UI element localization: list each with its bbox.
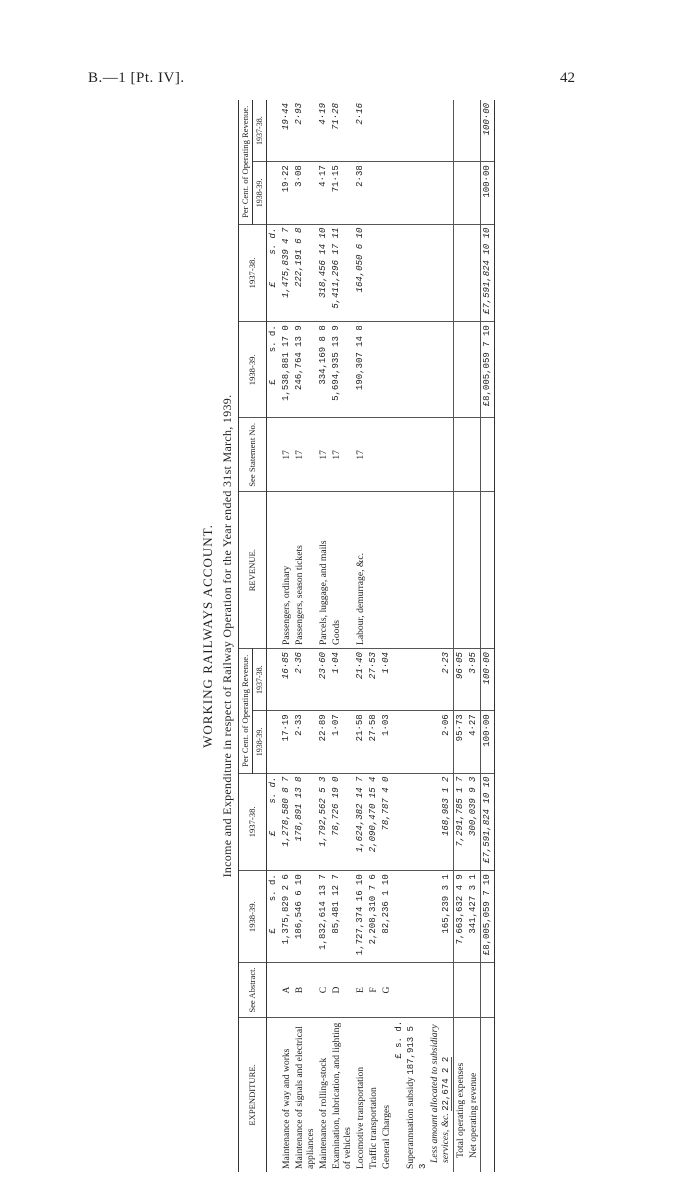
page-number: 42	[560, 70, 575, 86]
total-1939: 341,427 3 1	[467, 871, 481, 963]
rev-pct-1939-header: 1938-39.	[253, 162, 267, 224]
expenditure-header: EXPENDITURE.	[239, 1017, 267, 1172]
see-abstract-header: See Abstract.	[239, 963, 267, 1018]
grand-total-rev-pct-1938: 100·00	[481, 100, 495, 162]
exp-percent-1938: 1·04	[330, 649, 354, 711]
exp-percent-1939: 1·07	[330, 711, 354, 773]
empty-cell	[367, 224, 380, 322]
exp-amount-1939: 2,208,310 7 6	[367, 871, 380, 963]
abstract-ref: B	[293, 963, 317, 1018]
total-1938: 7,291,785 1 7	[454, 773, 468, 871]
superannuation-units: £ s. d.	[394, 1020, 404, 1059]
exp-amount-1938: 1,624,382 14 7	[354, 773, 367, 871]
empty-cell	[393, 100, 454, 162]
grand-total-rev-pct-1939: 100·00	[481, 162, 495, 224]
table-row	[330, 100, 354, 1172]
empty-cell	[481, 963, 495, 1018]
table-row	[293, 100, 317, 1172]
table-row	[367, 100, 380, 1172]
empty-cell	[467, 492, 481, 649]
exp-amount-1938: 78,787 4 0	[380, 773, 393, 871]
exp-percent-1939: 2·33	[293, 711, 317, 773]
rev-amount-1939: 190,307 14 8	[354, 322, 367, 418]
exp-percent-1938: 27·53	[367, 649, 380, 711]
units-1938: £ s. d.	[267, 773, 281, 871]
empty-cell	[454, 322, 468, 418]
empty-cell	[454, 418, 468, 492]
less-allocated-amount: 22,674 2 2	[441, 1056, 451, 1111]
superannuation-pct-1938: 2·23	[393, 649, 454, 711]
abstract-ref: C	[317, 963, 330, 1018]
statement-ref: 17	[280, 418, 293, 492]
superannuation-label	[393, 1017, 454, 1172]
empty-cell	[367, 162, 380, 224]
expenditure-label: Traffic transportation	[368, 1087, 379, 1169]
empty-cell	[393, 322, 454, 418]
empty-cell	[467, 224, 481, 322]
rev-amount-1938: 1,475,839 4 7	[280, 224, 293, 322]
revenue-label: Parcels, luggage, and mails	[317, 492, 330, 649]
exp-percent-1938: 23·60	[317, 649, 330, 711]
empty-cell	[481, 492, 495, 649]
total-1938: 300,039 9 3	[467, 773, 481, 871]
empty-cell	[393, 963, 454, 1018]
rev-amount-1939: 1,538,881 17 0	[280, 322, 293, 418]
rev-percent-1938: 71·28	[330, 100, 354, 162]
revenue-label: Labour, demurrage, &c.	[354, 492, 367, 649]
exp-percent-1939: 22·89	[317, 711, 330, 773]
empty-cell	[393, 162, 454, 224]
empty-cell	[380, 322, 393, 418]
exp-pct-1939-header: 1938-39.	[253, 711, 267, 773]
empty-cell	[393, 418, 454, 492]
rev-amount-1939: 334,169 8 8	[317, 322, 330, 418]
rev-amount-1938: 5,411,296 17 11	[330, 224, 354, 322]
rev-percent-1938: 2·93	[293, 100, 317, 162]
statement-ref: 17	[354, 418, 367, 492]
rev-pct-1938-header: 1937-38.	[253, 100, 267, 162]
revenue-label: Passengers, season tickets	[293, 492, 317, 649]
rev-percent-1939: 71·15	[330, 162, 354, 224]
units-rev-1939: £ s. d.	[267, 322, 281, 418]
see-statement-header: See Statement No.	[239, 418, 267, 492]
empty-cell	[481, 418, 495, 492]
page-title: WORKING RAILWAYS ACCOUNT.	[200, 524, 215, 748]
revenue-label: Passengers, ordinary	[280, 492, 293, 649]
exp-1939-header: 1938-39.	[239, 871, 267, 963]
exp-amount-1939: 85,481 12 7	[330, 871, 354, 963]
empty-cell	[454, 963, 468, 1018]
empty-cell	[454, 492, 468, 649]
rev-percent-1939: 19·22	[280, 162, 293, 224]
total-pct-1939: 4·27	[467, 711, 481, 773]
rev-1938-header: 1937-38.	[239, 224, 267, 322]
empty-cell	[467, 100, 481, 162]
exp-amount-1938: 1,792,562 5 3	[317, 773, 330, 871]
total-pct-1938: 3·95	[467, 649, 481, 711]
account-table	[238, 100, 495, 1172]
exp-percent-1938: 2·36	[293, 649, 317, 711]
superannuation-row	[393, 100, 454, 1172]
rev-percent-1939: 2·38	[354, 162, 367, 224]
grand-total-exp-1939: £8,005,059 7 10	[481, 871, 495, 963]
units-rev-1938: £ s. d.	[267, 224, 281, 322]
rev-percent-header: Per Cent. of Operating Revenue.	[239, 100, 253, 224]
total-label: Net operating revenue	[468, 1072, 479, 1158]
rev-percent-1939: 3·08	[293, 162, 317, 224]
superannuation-1939: 165,239 3 1	[393, 871, 454, 963]
table-row	[280, 100, 293, 1172]
empty-cell	[454, 224, 468, 322]
expenditure-label: Maintenance of signals and electrical appliances	[294, 1026, 316, 1169]
grand-total-exp-pct-1938: 100·00	[481, 649, 495, 711]
rev-percent-1938: 2·16	[354, 100, 367, 162]
units-1939: £ s. d.	[267, 871, 281, 963]
table-row	[317, 100, 330, 1172]
exp-percent-1938: 21·40	[354, 649, 367, 711]
grand-total-exp-1938: £7,591,824 10 10	[481, 773, 495, 871]
total-1939: 7,663,632 4 9	[454, 871, 468, 963]
exp-percent-1939: 21·58	[354, 711, 367, 773]
exp-percent-1939: 27·58	[367, 711, 380, 773]
page-subtitle: Income and Expenditure in respect of Railway Operation for the Year ended 31st March, 1939.	[220, 394, 234, 878]
empty-cell	[467, 162, 481, 224]
exp-percent-1939: 17·19	[280, 711, 293, 773]
rev-amount-1938: 164,050 6 10	[354, 224, 367, 322]
empty-cell	[454, 100, 468, 162]
exp-percent-1938: 16·85	[280, 649, 293, 711]
superannuation-subsidy-label: Superannuation subsidy	[405, 1077, 416, 1169]
rev-percent-1938: 4·19	[317, 100, 330, 162]
expenditure-label: Examination, lubrication, and lighting of vehicles	[331, 1022, 353, 1169]
abstract-ref: A	[280, 963, 293, 1018]
exp-amount-1938: 178,891 13 8	[293, 773, 317, 871]
total-label: Total operating expenses	[454, 1017, 468, 1172]
expenditure-label: Maintenance of way and works	[281, 1048, 292, 1169]
rev-percent-1938: 19·44	[280, 100, 293, 162]
total-pct-1939: 95·73	[454, 711, 468, 773]
exp-percent-header: Per Cent. of Operating Revenue.	[239, 649, 253, 774]
exp-pct-1938-header: 1937-38.	[253, 649, 267, 711]
superannuation-subsidy: 187,913 5 3	[406, 1026, 428, 1169]
empty-cell	[380, 100, 393, 162]
rotated-account-sheet	[200, 100, 540, 1172]
total-row	[467, 100, 481, 1172]
empty-cell	[467, 322, 481, 418]
revenue-label: Goods	[330, 492, 354, 649]
abstract-ref: E	[354, 963, 367, 1018]
rev-amount-1939: 246,764 13 9	[293, 322, 317, 418]
empty-cell	[393, 492, 454, 649]
exp-amount-1939: 1,832,614 13 7	[317, 871, 330, 963]
exp-amount-1939: 186,546 6 10	[293, 871, 317, 963]
expenditure-label: Locomotive transportation	[355, 1066, 366, 1169]
units-row	[267, 100, 281, 1172]
exp-amount-1939: 82,236 1 10	[380, 871, 393, 963]
empty-cell	[380, 492, 393, 649]
expenditure-label: General Charges	[381, 1104, 392, 1169]
total-pct-1938: 96·05	[454, 649, 468, 711]
exp-amount-1938: 1,278,580 8 7	[280, 773, 293, 871]
grand-total-rev-1938: £7,591,824 10 10	[481, 224, 495, 322]
exp-1938-header: 1937-38.	[239, 773, 267, 871]
grand-total-row	[481, 100, 495, 1172]
exp-amount-1938: 2,090,470 15 4	[367, 773, 380, 871]
document-reference: B.—1 [Pt. IV].	[88, 70, 185, 86]
exp-amount-1939: 1,727,374 16 10	[354, 871, 367, 963]
statement-ref: 17	[317, 418, 330, 492]
grand-total-exp-pct-1939: 100·00	[481, 711, 495, 773]
empty-cell	[367, 492, 380, 649]
rev-1939-header: 1938-39.	[239, 322, 267, 418]
rev-amount-1938: 222,191 6 8	[293, 224, 317, 322]
empty-cell	[380, 162, 393, 224]
empty-cell	[367, 100, 380, 162]
exp-amount-1939: 1,375,829 2 6	[280, 871, 293, 963]
revenue-header: REVENUE.	[239, 492, 267, 649]
abstract-ref: D	[330, 963, 354, 1018]
abstract-ref: G	[380, 963, 393, 1018]
superannuation-1938: 168,983 1 2	[393, 773, 454, 871]
empty-cell	[380, 224, 393, 322]
superannuation-pct-1939: 2·06	[393, 711, 454, 773]
statement-ref: 17	[330, 418, 354, 492]
grand-total-rev-1939: £8,005,059 7 10	[481, 322, 495, 418]
empty-cell	[467, 963, 481, 1018]
rev-amount-1939: 5,694,935 13 9	[330, 322, 354, 418]
expenditure-label: Maintenance of rolling-stock	[318, 1057, 329, 1169]
exp-amount-1938: 78,726 19 0	[330, 773, 354, 871]
total-row	[454, 100, 468, 1172]
empty-cell	[467, 418, 481, 492]
exp-percent-1939: 1·03	[380, 711, 393, 773]
empty-cell	[380, 418, 393, 492]
rev-amount-1938: 318,456 14 10	[317, 224, 330, 322]
rev-percent-1939: 4·17	[317, 162, 330, 224]
exp-percent-1938: 1·04	[380, 649, 393, 711]
empty-cell	[481, 1017, 495, 1172]
table-row	[380, 100, 393, 1172]
empty-cell	[367, 418, 380, 492]
empty-cell	[454, 162, 468, 224]
statement-ref: 17	[293, 418, 317, 492]
empty-cell	[367, 322, 380, 418]
less-allocated-label: Less amount allocated to subsidiary services, &c.	[429, 1024, 451, 1163]
empty-cell	[393, 224, 454, 322]
table-row	[354, 100, 367, 1172]
abstract-ref: F	[367, 963, 380, 1018]
